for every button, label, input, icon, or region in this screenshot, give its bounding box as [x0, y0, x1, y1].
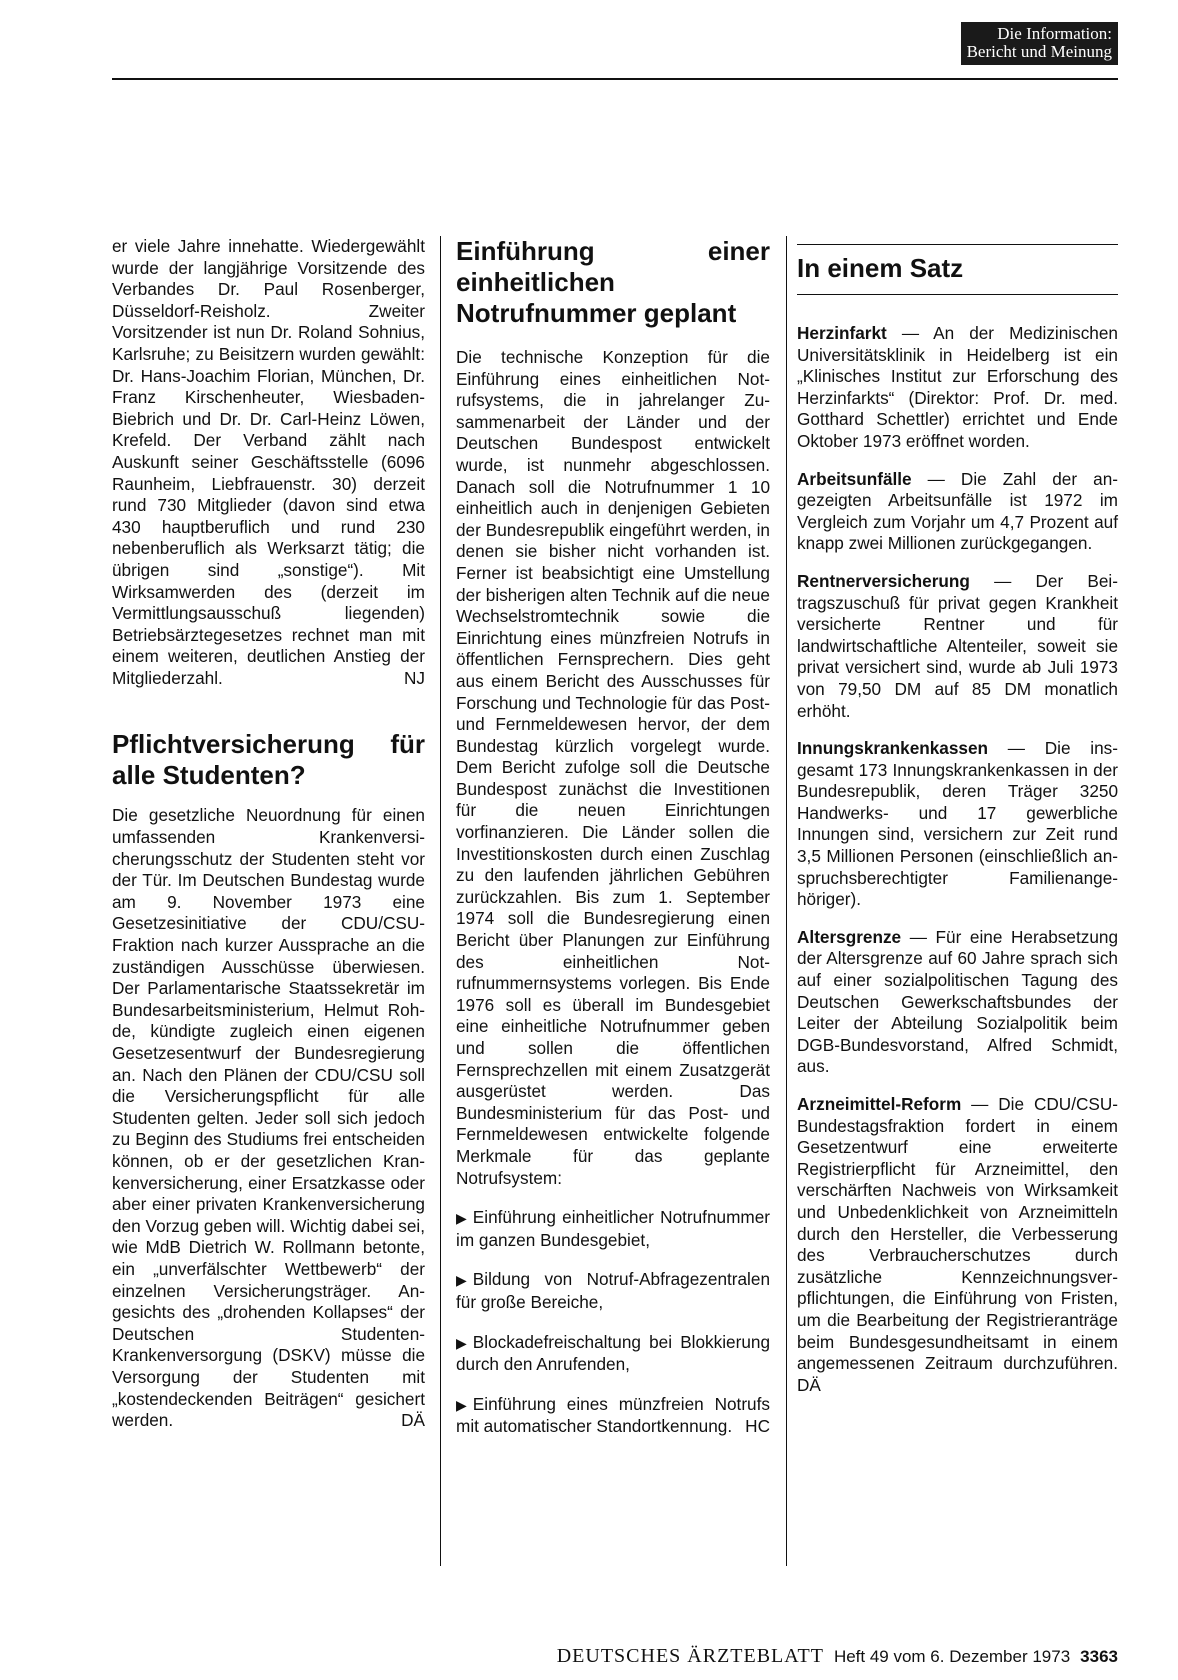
column-divider [786, 236, 787, 1566]
triangle-bullet-icon: ▶ [456, 1210, 467, 1227]
triangle-bullet-icon: ▶ [456, 1272, 467, 1289]
section-label [961, 22, 1118, 65]
section-header [797, 244, 1118, 295]
entry-term: Arzneimittel-Reform [797, 1094, 962, 1114]
news-entry: Altersgrenze — Für eine Herabsetzung der Altersgrenze auf 60 Jahre sprach sich auf einer sozialpolitischen Tagung des Deutschen Gewerkschaftsbundes der Leiter der Abteilung Sozialpolitik beim DGB-Bundesvorstand, Alfred Schmidt, aus. [797, 926, 1118, 1077]
section-label-line2: Bericht und Meinung [966, 42, 1112, 61]
article-body: Die gesetzliche Neuordnung für einen umfassenden Krankenversicherungsschutz der Studenten steht vor der Tür. Im Deutschen Bundestag wurde am 9. November 1973 eine Gesetzesinitiative der CDU/CSU-Fraktion nach kurzer Aussprache an die zuständigen Ausschüsse überwiesen. Der Parlamentarische Staatssekretär im Bundesarbeitsministerium, Helmut Rohde, kündigte zugleich einen eigenen Gesetzesentwurf der Bundesregierung an. Nach den Plänen der CDU/CSU soll die Versicherungspflicht für alle Studenten gelten. Jeder soll sich jedoch zu Beginn des Studiums frei entscheiden können, ob er der gesetzlichen Krankenversicherung, einer Ersatzkasse oder aber einer privaten Krankenversicherung den Vorzug geben will. Wichtig dabei sei, wie MdB Dietrich W. Rollmann betonte, ein „unverfälschter Wettbewerb“ der einzelnen Versicherungsträger. Angesichts des „drohenden Kollapses“ der Deutschen Studenten-Krankenversorgung (DSKV) müsse die Versorgung der Studenten mit „kostendeckenden Beiträgen“ gesichert werden. [112, 805, 425, 1431]
signature: HC [745, 1416, 770, 1437]
signature: DÄ [401, 1410, 425, 1431]
journal-name: DEUTSCHES ÄRZTEBLATT [556, 1645, 824, 1667]
list-item: ▶ Bildung von Notruf-Abfragezentralen für große Bereiche, [456, 1269, 770, 1312]
continuation-text: er viele Jahre innehatte. Wiedergewählt wurde der langjährige Vorsitzende des Verbandes Dr. Paul Rosenberger, Düsseldorf-Reisholz. Zweiter Vorsitzender ist nun Dr. Roland Sohnius, Karlsruhe; zu Beisitzern wurden gewählt: Dr. Hans-Joachim Florian, München, Dr. Franz Kirschenheuter, Wiesbaden-Biebrich und Dr. Dr. Carl-Heinz Löwen, Krefeld. Der Verband zählt nach Auskunft seiner Geschäftsstelle (6096 Raunheim, Liebfrauenstr. 30) derzeit rund 730 Mitglieder (davon sind etwa 430 hauptberuflich und rund 230 nebenberuflich als Werksarzt tätig; die übrigen sind „sonstige“). Mit Wirksamwerden des (derzeit im Vermittlungsausschuß liegenden) Betriebsärztegesetzes rechnet man mit einem weiteren, deutlichen Anstieg der Mitgliederzahl. [112, 236, 425, 688]
entry-term: Arbeitsunfälle [797, 468, 912, 489]
column-2 [456, 236, 770, 1438]
article-body: Die technische Konzeption für die Einführung eines einheitlichen Notrufsystems, die in jahrelanger Zusammenarbeit der Länder und der Deutschen Bundespost entwickelt wurde, ist nunmehr abgeschlossen. Danach soll die Notrufnummer 1 10 einheitlich auch in denjenigen Gebieten der Bundesrepublik eingeführt werden, in denen sie bisher nicht vorhanden ist. Ferner ist beabsichtigt eine Umstellung der bisherigen alten Technik auf die neue Wechselstromtechnik sowie die Einrichtung eines münzfreien Notrufs in öffentlichen Fernsprechern. Dies geht aus einem Bericht des Ausschusses für Forschung und Technologie für das Post- und Fernmeldewesen hervor, der dem Bundestag kürzlich vorgelegt wurde. Dem Bericht zufolge soll die Deutsche Bundespost zunächst die Investitionen für die neuen Einrichtungen vorfinanzieren. Die Länder sollen die Investitionskosten durch einen Zuschlag zu den laufenden jährlichen Gebühren zurückzahlen. Bis zum 1. September 1974 soll die Bundesregierung einen Bericht über Planungen zur Einführung des einheitlichen Notrufnummernsystems vorlegen. Bis Ende 1976 soll es überall im Bundesgebiet eine einheitliche Notrufnummer geben und sollen die öffentlichen Fernsprechzellen mit einem Zusatzgerät ausgerüstet werden. Das Bundesministerium für das Post- und Fernmeldewesen entwickelte folgende Merkmale für das geplante Notrufsystem: [456, 347, 770, 1188]
list-item: ▶ Blockadefreischaltung bei Blokkierung durch den Anrufenden, [456, 1331, 770, 1375]
top-rule [112, 78, 1118, 80]
column-divider [440, 236, 441, 1566]
news-entry: Arzneimittel-Reform — Die CDU/CSU-Bundestagsfraktion fordert in einem Gesetzentwurf eine erweiterte Registrierpflicht für Arzneimittel, den verschärften Nachweis von Wirksamkeit und Unbedenklichkeit von Arzneimitteln durch den Hersteller, die Verbesserung des Verbraucherschutzes durch zusätzliche Kennzeichnungsverpflichtungen, die Einführung von Fristen, um die Bearbeitung der Registrieranträge beim Bundesgesundheitsamt in einem angemessenen Zeitraum durchzuführen. DÄ [797, 1094, 1118, 1395]
article-title: Einführung einer einheitlichen Notrufnummer geplant [456, 236, 770, 328]
news-entry: Herzinfarkt — An der Medizinischen Universitätsklinik in Heidelberg ist ein „Klinisches Institut zur Erforschung des Herzinfarkts“ (Direktor: Prof. Dr. med. Gotthard Schettler) errichtet und Ende Oktober 1973 eröffnet worden. [797, 323, 1118, 451]
issue-info: Heft 49 vom 6. Dezember 1973 [833, 1647, 1071, 1666]
news-entry: Innungskrankenkassen — Die insgesamt 173 Innungskrankenkassen in der Bundesrepublik, deren Träger 3250 Handwerks- und 17 gewerbliche Innungen sind, versichern zur Zeit rund 3,5 Millionen Personen (einschließlich anspruchsberechtigter Familienangehöriger). [797, 738, 1118, 910]
list-item: ▶ Einführung eines münzfreien Notrufs mit automatischer Standortkennung. [456, 1393, 770, 1437]
signature: DÄ [797, 1374, 821, 1395]
page-footer [430, 1645, 1118, 1668]
column-3 [797, 236, 1118, 1396]
news-entry: Rentnerversicherung — Der Beitragszuschuß für privat gegen Krankheit versicherte Rentner und für landwirtschaftliche Altenteiler, soweit sie privat versichert sind, wurde ab Juli 1973 von 79,50 DM auf 85 DM monatlich erhöht. [797, 570, 1118, 721]
entry-term: Innungskrankenkassen [797, 738, 989, 759]
signature: NJ [403, 667, 425, 688]
entry-term: Altersgrenze [797, 926, 902, 947]
section-label-line1: Die Information: [997, 24, 1112, 43]
list-item: ▶ Einführung einheitlicher Notrufnummer im ganzen Bundesgebiet, [456, 1207, 770, 1250]
feature-list [456, 1207, 770, 1438]
article-title: Pflichtversicherung für alle Studenten? [112, 729, 425, 791]
entry-term: Herzinfarkt [797, 323, 887, 343]
entry-term: Rentnerversicherung [797, 570, 970, 591]
news-entry: Arbeitsunfälle — Die Zahl der angezeigten Arbeitsunfälle ist 1972 im Vergleich zum Vorjahr um 4,7 Prozent auf knapp zwei Millionen zurückgegangen. [797, 468, 1118, 554]
section-title: In einem Satz [797, 253, 964, 283]
page-number: 3363 [1080, 1647, 1118, 1666]
column-1 [112, 236, 425, 1432]
triangle-bullet-icon: ▶ [456, 1396, 467, 1413]
triangle-bullet-icon: ▶ [456, 1334, 467, 1351]
